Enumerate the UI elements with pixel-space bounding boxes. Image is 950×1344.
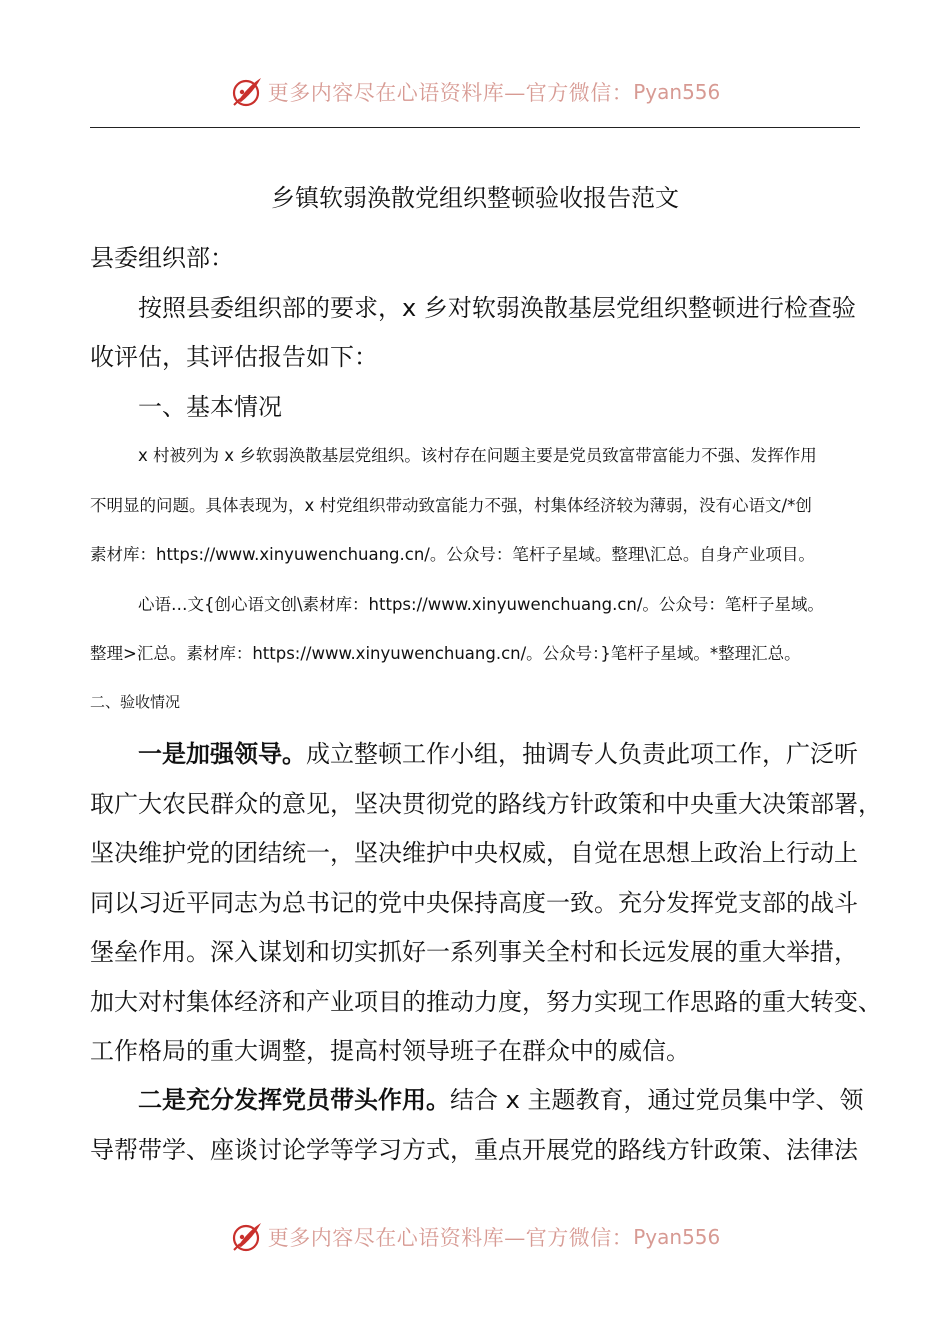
section2-heading: 二、验收情况 bbox=[90, 693, 181, 711]
quill-logo-icon bbox=[230, 75, 264, 109]
salutation: 县委组织部： bbox=[90, 244, 234, 272]
banner-handle: Pyan556 bbox=[633, 1225, 721, 1249]
section1-line-5: 整理>汇总。素材库：https://www.xinyuwenchuang.cn/。公众号：}笔杆子星域。*整理汇总。 bbox=[90, 644, 801, 663]
section1-line-3: 素材库：https://www.xinyuwenchuang.cn/。公众号：笔杆子星域。整理\汇总。自身产业项目。 bbox=[90, 545, 815, 564]
section2-p1-line-4: 同以习近平同志为总书记的党中央保持高度一致。充分发挥党支部的战斗 bbox=[90, 889, 858, 917]
footer-banner bbox=[0, 1217, 950, 1257]
section2-p1-line-1 bbox=[138, 734, 858, 769]
section2-p2-lead: 二是充分发挥党员带头作用。 bbox=[138, 1086, 450, 1114]
section2-p2-first: 结合 x 主题教育，通过党员集中学、领 bbox=[450, 1086, 864, 1114]
banner-text: 更多内容尽在心语资料库—官方微信： bbox=[267, 81, 634, 105]
quill-logo-icon bbox=[230, 1220, 264, 1254]
section1-line-4: 心语…文{创心语文创\素材库：https://www.xinyuwenchuang.cn/。公众号：笔杆子星域。 bbox=[138, 595, 824, 614]
header-rule bbox=[90, 127, 860, 128]
intro-line-2: 收评估，其评估报告如下： bbox=[90, 343, 378, 371]
section1-line-1: x 村被列为 x 乡软弱涣散基层党组织。该村存在问题主要是党员致富带富能力不强、发挥作用 bbox=[138, 446, 817, 465]
section2-p1-line-5: 堡垒作用。深入谋划和切实抓好一系列事关全村和长远发展的重大举措， bbox=[90, 938, 858, 966]
section2-p1-lead: 一是加强领导。 bbox=[138, 740, 306, 768]
intro-line-1: 按照县委组织部的要求，x 乡对软弱涣散基层党组织整顿进行检查验 bbox=[138, 294, 856, 322]
section2-p1-first: 成立整顿工作小组，抽调专人负责此项工作，广泛听 bbox=[306, 740, 858, 768]
section2-p1-line-3: 坚决维护党的团结统一，坚决维护中央权威，自觉在思想上政治上行动上 bbox=[90, 839, 858, 867]
section1-heading: 一、基本情况 bbox=[138, 393, 282, 421]
section2-p1-line-7: 工作格局的重大调整，提高村领导班子在群众中的威信。 bbox=[90, 1037, 690, 1065]
banner-handle: Pyan556 bbox=[633, 80, 721, 104]
section2-p2-line-1 bbox=[138, 1080, 863, 1115]
section2-p2-line-2: 导帮带学、座谈讨论学等学习方式，重点开展党的路线方针政策、法律法 bbox=[90, 1136, 858, 1164]
header-banner bbox=[0, 72, 950, 112]
section1-line-2: 不明显的问题。具体表现为，x 村党组织带动致富能力不强，村集体经济较为薄弱，没有心语文/*创 bbox=[90, 496, 812, 515]
banner-text: 更多内容尽在心语资料库—官方微信： bbox=[267, 1226, 634, 1250]
section2-p1-line-2: 取广大农民群众的意见，坚决贯彻党的路线方针政策和中央重大决策部署， bbox=[90, 790, 882, 818]
document-title: 乡镇软弱涣散党组织整顿验收报告范文 bbox=[271, 184, 679, 212]
section2-p1-line-6: 加大对村集体经济和产业项目的推动力度，努力实现工作思路的重大转变、 bbox=[90, 988, 882, 1016]
